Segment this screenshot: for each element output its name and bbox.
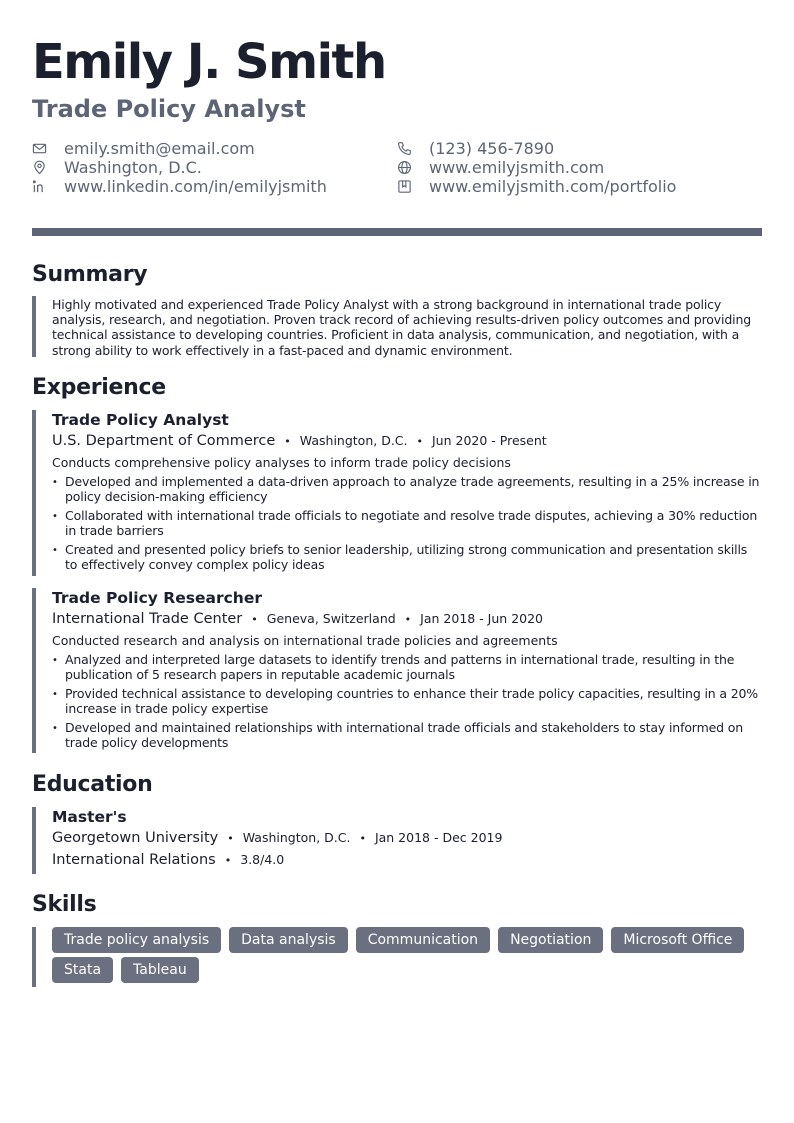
job-location: Washington, D.C. <box>299 433 408 448</box>
job-org: International Trade Center <box>52 611 243 627</box>
education-heading: Education <box>32 772 153 797</box>
separator-dot: • <box>251 613 258 626</box>
job-bullet: • Developed and implemented a data-driven approach to analyze trade agreements, resulting in a 25% increase in policy decision-making efficiency <box>52 474 762 504</box>
job-bullet: • Collaborated with international trade officials to negotiate and resolve trade disputes, achieving a 30% reduction in trade barriers <box>52 508 762 538</box>
job-dates: Jun 2020 - Present <box>432 433 547 448</box>
contact-phone-text: (123) 456-7890 <box>429 139 555 158</box>
job-entry <box>32 410 762 576</box>
skill-chip: Microsoft Office <box>611 927 744 953</box>
mail-icon <box>32 141 47 156</box>
contact-portfolio[interactable] <box>397 177 676 196</box>
school: Georgetown University <box>52 830 219 846</box>
candidate-role: Trade Policy Analyst <box>32 95 306 123</box>
skills-heading: Skills <box>32 892 97 917</box>
skills-block <box>32 927 762 987</box>
portfolio-icon <box>397 179 412 194</box>
job-dates: Jan 2018 - Jun 2020 <box>420 611 543 626</box>
separator-dot: • <box>224 854 232 867</box>
field-of-study: International Relations <box>52 852 216 868</box>
job-bullets <box>52 652 762 750</box>
job-entry <box>32 588 762 753</box>
contact-location-text: Washington, D.C. <box>64 158 202 177</box>
contact-website[interactable] <box>397 158 604 177</box>
job-bullet: • Analyzed and interpreted large datasets to identify trends and patterns in international trade, resulting in the publication of 5 research papers in reputable academic journals <box>52 652 762 682</box>
job-bullet: • Created and presented policy briefs to senior leadership, utilizing strong communication and presentation skills to effectively convey complex policy ideas <box>52 542 762 572</box>
contact-portfolio-text: www.emilyjsmith.com/portfolio <box>429 177 677 196</box>
school-location: Washington, D.C. <box>242 830 351 845</box>
education-meta <box>52 830 762 849</box>
summary-block <box>32 296 762 357</box>
candidate-name: Emily J. Smith <box>32 34 386 90</box>
contact-location <box>32 158 202 177</box>
education-dates: Jan 2018 - Dec 2019 <box>374 830 503 845</box>
skill-chip: Stata <box>52 957 113 983</box>
skill-chip: Communication <box>356 927 490 953</box>
separator-dot: • <box>227 832 234 845</box>
contact-linkedin[interactable] <box>32 177 327 196</box>
job-title: Trade Policy Researcher <box>52 589 262 607</box>
location-pin-icon <box>32 160 47 175</box>
linkedin-icon <box>32 179 47 194</box>
degree: Master's <box>52 808 127 826</box>
summary-text: Highly motivated and experienced Trade Policy Analyst with a strong background in international trade policy analysis, research, and negotiation. Proven track record of achieving results-driven policy outcomes and providing technical assistance to developing countries. Proficient in data analysis, communication, and negotiation, with a strong ability to work effectively in a fast-paced and dynamic environment. <box>52 297 752 358</box>
job-bullets <box>52 474 762 572</box>
skills-list <box>52 927 762 983</box>
header-divider <box>32 228 762 236</box>
globe-icon <box>397 160 412 175</box>
summary-heading: Summary <box>32 262 148 287</box>
job-bullet: • Provided technical assistance to developing countries to enhance their trade policy capacities, resulting in a 20% increase in trade policy expertise <box>52 686 762 716</box>
job-title: Trade Policy Analyst <box>52 411 229 429</box>
job-meta <box>52 611 762 630</box>
education-entry <box>32 807 762 874</box>
contact-website-text: www.emilyjsmith.com <box>429 158 605 177</box>
education-field-row <box>52 852 762 871</box>
skill-chip: Negotiation <box>498 927 603 953</box>
contact-email[interactable] <box>32 139 255 158</box>
contact-email-text: emily.smith@email.com <box>64 139 255 158</box>
job-description: Conducted research and analysis on international trade policies and agreements <box>52 633 558 648</box>
separator-dot: • <box>404 613 412 626</box>
contact-phone[interactable] <box>397 139 554 158</box>
job-description: Conducts comprehensive policy analyses to inform trade policy decisions <box>52 455 511 470</box>
gpa: 3.8/4.0 <box>240 852 285 867</box>
skill-chip: Trade policy analysis <box>52 927 221 953</box>
job-location: Geneva, Switzerland <box>266 611 396 626</box>
separator-dot: • <box>284 435 291 448</box>
job-org: U.S. Department of Commerce <box>52 433 276 449</box>
skill-chip: Data analysis <box>229 927 348 953</box>
separator-dot: • <box>416 435 423 448</box>
skill-chip: Tableau <box>121 957 199 983</box>
job-meta <box>52 433 762 452</box>
contact-linkedin-text: www.linkedin.com/in/emilyjsmith <box>64 177 327 196</box>
job-bullet: • Developed and maintained relationships with international trade officials and stakeholders to stay informed on trade policy developments <box>52 720 762 750</box>
separator-dot: • <box>359 832 366 845</box>
phone-icon <box>397 141 412 156</box>
experience-heading: Experience <box>32 375 166 400</box>
